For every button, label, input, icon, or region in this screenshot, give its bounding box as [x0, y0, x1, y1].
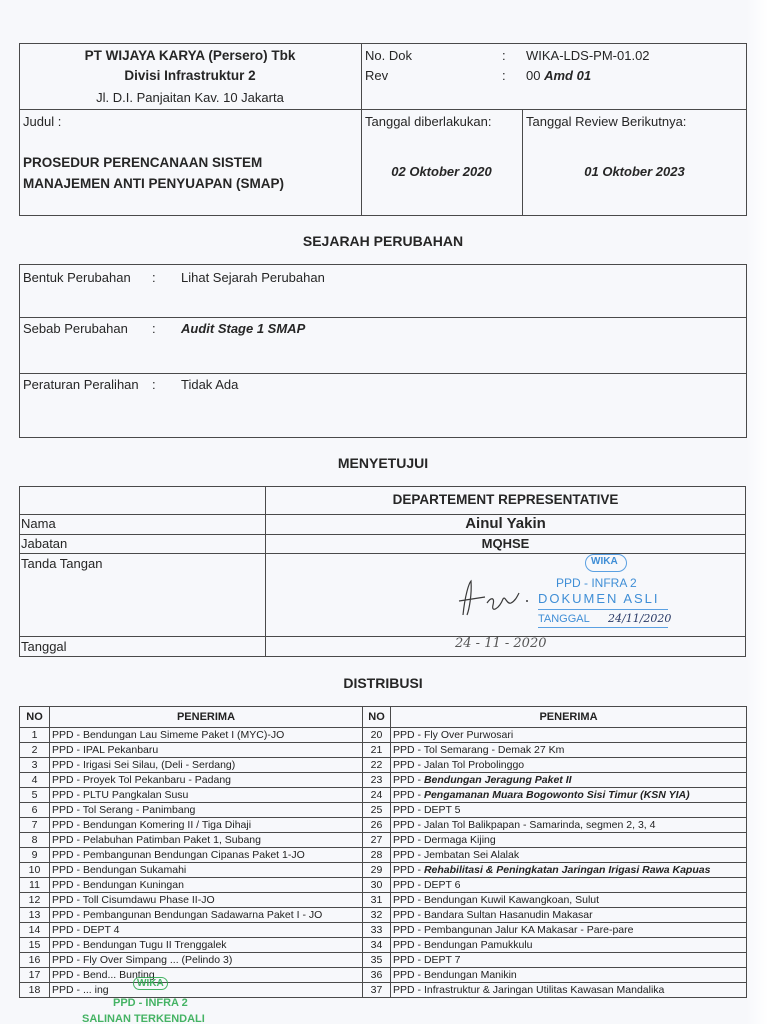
doc-number-colon: :	[502, 48, 506, 63]
row-recipient-left	[50, 803, 363, 818]
recipient-prefix: PPD -	[52, 984, 81, 996]
history-label-transition: Peraturan Peralihan	[23, 377, 139, 392]
revision-colon: :	[502, 68, 506, 83]
row-no-left: 12	[20, 893, 50, 908]
revision-amendment: Amd 01	[544, 68, 592, 83]
row-no-left: 1	[20, 728, 50, 743]
recipient-name: Jalan Tol Probolinggo	[423, 759, 525, 771]
review-date-value: 01 Oktober 2023	[584, 164, 685, 179]
recipient-name: Proyek Tol Pekanbaru - Padang	[82, 774, 232, 786]
approval-name-value: Ainul Yakin	[465, 515, 546, 532]
recipient-prefix: PPD -	[393, 849, 422, 861]
row-recipient-left	[50, 833, 363, 848]
revision-label: Rev	[365, 68, 389, 83]
recipient-prefix: PPD -	[52, 909, 81, 921]
row-no-left: 3	[20, 758, 50, 773]
recipient-name: DEPT 4	[82, 924, 120, 936]
col-no-left: NO	[20, 707, 50, 728]
approval-table	[19, 486, 746, 657]
recipient-prefix: PPD -	[52, 819, 81, 831]
row-no-left: 14	[20, 923, 50, 938]
recipient-name: Bend... Bunting	[82, 969, 155, 981]
recipient-prefix: PPD -	[52, 804, 81, 816]
row-recipient-right	[391, 908, 747, 923]
row-recipient-right	[391, 893, 747, 908]
row-recipient-left	[50, 758, 363, 773]
history-value-cause: Audit Stage 1 SMAP	[181, 321, 306, 336]
recipient-name: Bendungan Jeragung Paket II	[423, 774, 572, 786]
row-recipient-right	[391, 743, 747, 758]
row-recipient-left	[50, 893, 363, 908]
row-no-left: 9	[20, 848, 50, 863]
recipient-name: Pembangunan Jalur KA Makasar - Pare-pare	[423, 924, 634, 936]
recipient-prefix: PPD -	[52, 969, 81, 981]
row-no-left: 7	[20, 818, 50, 833]
row-recipient-right	[391, 773, 747, 788]
table-row	[20, 758, 747, 773]
table-row	[20, 848, 747, 863]
page-edge-shadow	[746, 0, 768, 1024]
recipient-name: Tol Semarang - Demak 27 Km	[423, 744, 565, 756]
recipient-name: Irigasi Sei Silau, (Deli - Serdang)	[82, 759, 236, 771]
table-row	[20, 968, 747, 983]
row-recipient-right	[391, 863, 747, 878]
history-label-cause: Sebab Perubahan	[23, 321, 128, 336]
recipient-name: Pembangunan Bendungan Cipanas Paket 1-JO	[82, 849, 305, 861]
recipient-prefix: PPD -	[393, 954, 422, 966]
recipient-name: Dermaga Kijing	[423, 834, 496, 846]
row-recipient-left	[50, 728, 363, 743]
table-row	[20, 953, 747, 968]
recipient-prefix: PPD -	[52, 834, 81, 846]
recipient-name: Pengamanan Muara Bogowonto Sisi Timur (KSN YIA)	[423, 789, 690, 801]
approval-heading: MENYETUJUI	[337, 455, 429, 471]
table-row	[20, 788, 747, 803]
review-date-label: Tanggal Review Berikutnya:	[526, 114, 687, 129]
recipient-name: Bendungan Kuningan	[82, 879, 184, 891]
header-divider	[19, 109, 747, 110]
approval-name-label: Nama	[21, 516, 56, 531]
recipient-name: PLTU Pangkalan Susu	[82, 789, 189, 801]
stamp-line-1: PPD - INFRA 2	[556, 576, 637, 590]
row-recipient-right	[391, 788, 747, 803]
table-row	[20, 833, 747, 848]
recipient-name: ... ing	[82, 984, 109, 996]
revision-value	[526, 68, 591, 84]
row-no-right: 28	[363, 848, 391, 863]
history-colon-cause: :	[152, 321, 156, 336]
recipient-name: IPAL Pekanbaru	[82, 744, 159, 756]
row-recipient-left	[50, 788, 363, 803]
row-recipient-left	[50, 938, 363, 953]
recipient-prefix: PPD -	[52, 729, 81, 741]
table-row	[20, 743, 747, 758]
recipient-prefix: PPD -	[393, 804, 422, 816]
recipient-name: Bendungan Komering II / Tiga Dihaji	[82, 819, 252, 831]
controlled-copy-stamp-line-2: SALINAN TERKENDALI	[82, 1013, 205, 1025]
document-title-line-2: MANAJEMEN ANTI PENYUAPAN (SMAP)	[23, 176, 285, 191]
history-label-form: Bentuk Perubahan	[23, 270, 131, 285]
table-row	[20, 983, 747, 998]
effective-date-value: 02 Oktober 2020	[391, 164, 492, 179]
recipient-name: Bandara Sultan Hasanudin Makasar	[423, 909, 593, 921]
row-no-right: 21	[363, 743, 391, 758]
revision-number: 00	[526, 68, 541, 83]
row-recipient-right	[391, 803, 747, 818]
stamp-date-value: 24/11/2020	[608, 612, 672, 625]
table-row	[20, 818, 747, 833]
row-recipient-right	[391, 938, 747, 953]
row-no-left: 13	[20, 908, 50, 923]
recipient-prefix: PPD -	[52, 864, 81, 876]
header-vertical-1	[361, 43, 362, 216]
row-no-left: 10	[20, 863, 50, 878]
recipient-prefix: PPD -	[52, 744, 81, 756]
recipient-name: Rehabilitasi & Peningkatan Jaringan Irigasi Rawa Kapuas	[423, 864, 711, 876]
distribution-heading: DISTRIBUSI	[343, 675, 423, 691]
recipient-name: Jalan Tol Balikpapan - Samarinda, segmen 2, 3, 4	[423, 819, 656, 831]
row-no-right: 31	[363, 893, 391, 908]
col-recipient-left: PENERIMA	[50, 707, 363, 728]
recipient-prefix: PPD -	[393, 879, 422, 891]
row-recipient-left	[50, 953, 363, 968]
row-no-left: 18	[20, 983, 50, 998]
row-no-right: 25	[363, 803, 391, 818]
approval-date-handwritten: 24 - 11 - 2020	[455, 636, 547, 651]
recipient-prefix: PPD -	[52, 774, 81, 786]
row-no-right: 24	[363, 788, 391, 803]
history-heading: SEJARAH PERUBAHAN	[302, 233, 464, 249]
distribution-table	[19, 706, 747, 998]
row-no-right: 20	[363, 728, 391, 743]
row-recipient-left	[50, 908, 363, 923]
row-no-right: 34	[363, 938, 391, 953]
recipient-name: DEPT 7	[423, 954, 461, 966]
title-label: Judul :	[23, 114, 62, 129]
row-recipient-right	[391, 983, 747, 998]
recipient-prefix: PPD -	[52, 954, 81, 966]
recipient-prefix: PPD -	[52, 939, 81, 951]
row-recipient-right	[391, 878, 747, 893]
stamp-underline-1	[538, 609, 668, 610]
recipient-prefix: PPD -	[393, 774, 422, 786]
recipient-name: Pembangunan Bendungan Sadawarna Paket I - JO	[82, 909, 323, 921]
row-no-right: 23	[363, 773, 391, 788]
row-recipient-right	[391, 818, 747, 833]
row-recipient-left	[50, 863, 363, 878]
recipient-prefix: PPD -	[393, 924, 422, 936]
history-table	[19, 264, 747, 438]
division-name: Divisi Infrastruktur 2	[124, 68, 256, 83]
approval-position-label: Jabatan	[21, 536, 68, 551]
recipient-prefix: PPD -	[393, 759, 422, 771]
row-recipient-left	[50, 923, 363, 938]
recipient-prefix: PPD -	[393, 729, 422, 741]
row-recipient-left	[50, 983, 363, 998]
row-no-right: 30	[363, 878, 391, 893]
col-no-right: NO	[363, 707, 391, 728]
row-no-right: 29	[363, 863, 391, 878]
approval-vertical	[265, 486, 266, 657]
row-no-left: 17	[20, 968, 50, 983]
row-no-right: 22	[363, 758, 391, 773]
recipient-name: Tol Serang - Panimbang	[82, 804, 196, 816]
recipient-prefix: PPD -	[52, 849, 81, 861]
recipient-name: Fly Over Simpang ... (Pelindo 3)	[82, 954, 233, 966]
recipient-prefix: PPD -	[393, 864, 422, 876]
row-no-left: 4	[20, 773, 50, 788]
recipient-name: Bendungan Tugu II Trenggalek	[82, 939, 227, 951]
doc-number-value: WIKA-LDS-PM-01.02	[526, 48, 650, 63]
recipient-name: Bendungan Sukamahi	[82, 864, 187, 876]
distribution-header-row	[20, 707, 747, 728]
recipient-prefix: PPD -	[393, 834, 422, 846]
row-recipient-right	[391, 953, 747, 968]
recipient-name: DEPT 6	[423, 879, 461, 891]
row-recipient-right	[391, 923, 747, 938]
row-no-right: 36	[363, 968, 391, 983]
stamp-underline-2	[538, 627, 668, 628]
row-no-right: 35	[363, 953, 391, 968]
row-no-left: 5	[20, 788, 50, 803]
controlled-copy-stamp-logo: WIKA	[133, 977, 168, 990]
row-recipient-left	[50, 818, 363, 833]
table-row	[20, 923, 747, 938]
recipient-name: Bendungan Lau Simeme Paket I (MYC)-JO	[82, 729, 285, 741]
recipient-prefix: PPD -	[393, 894, 422, 906]
row-no-right: 37	[363, 983, 391, 998]
history-divider-1	[19, 317, 747, 318]
recipient-prefix: PPD -	[393, 819, 422, 831]
table-row	[20, 803, 747, 818]
table-row	[20, 773, 747, 788]
approval-column-header: DEPARTEMENT REPRESENTATIVE	[392, 492, 619, 507]
table-row	[20, 728, 747, 743]
approval-position-value: MQHSE	[481, 536, 530, 551]
header-vertical-2	[522, 109, 523, 216]
recipient-name: Infrastruktur & Jaringan Utilitas Kawasan Mandalika	[423, 984, 665, 996]
row-no-right: 27	[363, 833, 391, 848]
row-no-left: 8	[20, 833, 50, 848]
recipient-prefix: PPD -	[393, 909, 422, 921]
row-no-right: 26	[363, 818, 391, 833]
history-value-transition: Tidak Ada	[181, 377, 239, 392]
row-recipient-right	[391, 728, 747, 743]
history-colon-transition: :	[152, 377, 156, 392]
row-recipient-right	[391, 758, 747, 773]
approval-signature-label: Tanda Tangan	[21, 556, 103, 571]
row-no-right: 33	[363, 923, 391, 938]
recipient-name: Bendungan Pamukkulu	[423, 939, 533, 951]
row-recipient-left	[50, 968, 363, 983]
table-row	[20, 893, 747, 908]
controlled-copy-stamp-line-1: PPD - INFRA 2	[113, 997, 188, 1009]
row-no-left: 15	[20, 938, 50, 953]
approval-divider-2	[19, 534, 746, 535]
recipient-name: Bendungan Kuwil Kawangkoan, Sulut	[423, 894, 600, 906]
stamp-logo-text: WIKA	[591, 556, 618, 567]
recipient-prefix: PPD -	[52, 879, 81, 891]
recipient-prefix: PPD -	[393, 789, 422, 801]
recipient-name: DEPT 5	[423, 804, 461, 816]
row-no-right: 32	[363, 908, 391, 923]
recipient-prefix: PPD -	[52, 924, 81, 936]
recipient-prefix: PPD -	[393, 939, 422, 951]
approval-divider-3	[19, 553, 746, 554]
stamp-line-2: DOKUMEN ASLI	[538, 591, 660, 606]
history-divider-2	[19, 373, 747, 374]
table-row	[20, 908, 747, 923]
table-row	[20, 863, 747, 878]
row-recipient-right	[391, 968, 747, 983]
recipient-name: Toll Cisumdawu Phase II-JO	[82, 894, 215, 906]
recipient-name: Bendungan Manikin	[423, 969, 517, 981]
company-name: PT WIJAYA KARYA (Persero) Tbk	[84, 48, 296, 63]
recipient-prefix: PPD -	[393, 984, 422, 996]
row-no-left: 6	[20, 803, 50, 818]
document-title-line-1: PROSEDUR PERENCANAAN SISTEM	[23, 155, 263, 170]
col-recipient-right: PENERIMA	[391, 707, 747, 728]
recipient-prefix: PPD -	[52, 789, 81, 801]
row-recipient-right	[391, 833, 747, 848]
row-recipient-left	[50, 773, 363, 788]
recipient-prefix: PPD -	[393, 744, 422, 756]
history-colon-form: :	[152, 270, 156, 285]
row-no-left: 2	[20, 743, 50, 758]
distribution-rows	[20, 728, 747, 998]
row-no-left: 11	[20, 878, 50, 893]
signature-scribble	[455, 575, 535, 620]
recipient-prefix: PPD -	[393, 969, 422, 981]
company-address: Jl. D.I. Panjaitan Kav. 10 Jakarta	[96, 90, 284, 105]
effective-date-label: Tanggal diberlakukan:	[365, 114, 492, 129]
approval-date-label: Tanggal	[21, 639, 67, 654]
row-recipient-right	[391, 848, 747, 863]
recipient-prefix: PPD -	[52, 894, 81, 906]
recipient-name: Jembatan Sei Alalak	[423, 849, 520, 861]
row-no-left: 16	[20, 953, 50, 968]
history-value-form: Lihat Sejarah Perubahan	[181, 270, 325, 285]
row-recipient-left	[50, 743, 363, 758]
recipient-name: Pelabuhan Patimban Paket 1, Subang	[82, 834, 261, 846]
approval-divider-4	[19, 636, 746, 637]
doc-number-label: No. Dok	[365, 48, 412, 63]
row-recipient-left	[50, 848, 363, 863]
recipient-prefix: PPD -	[52, 759, 81, 771]
row-recipient-left	[50, 878, 363, 893]
recipient-name: Fly Over Purwosari	[423, 729, 514, 741]
stamp-date-label: TANGGAL	[538, 613, 590, 625]
table-row	[20, 878, 747, 893]
table-row	[20, 938, 747, 953]
